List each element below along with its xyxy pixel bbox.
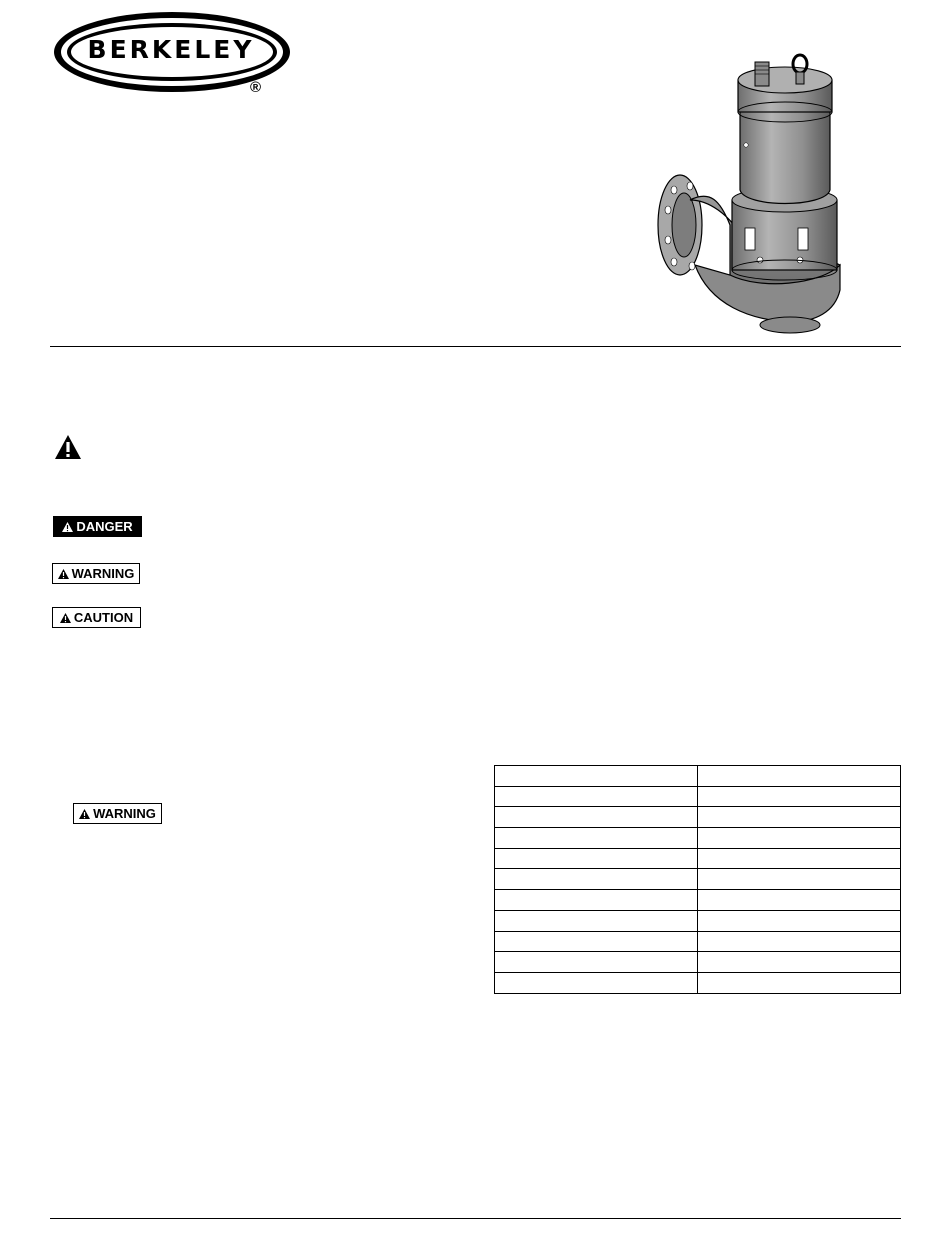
table-row <box>495 766 901 787</box>
table-cell <box>698 766 901 787</box>
table-row <box>495 972 901 993</box>
table-cell <box>698 786 901 807</box>
table-row <box>495 890 901 911</box>
table-cell <box>495 931 698 952</box>
caution-text: CAUTION <box>73 610 134 625</box>
table-cell <box>495 890 698 911</box>
table-cell <box>698 952 901 973</box>
table-cell <box>698 931 901 952</box>
registered-mark: ® <box>250 79 262 96</box>
table-cell <box>698 807 901 828</box>
table-cell <box>495 869 698 890</box>
table-cell <box>495 972 698 993</box>
spec-table <box>494 765 901 994</box>
table-cell <box>495 828 698 849</box>
table-cell <box>495 807 698 828</box>
table-row <box>495 786 901 807</box>
warning-triangle-icon <box>58 569 69 579</box>
table-cell <box>495 952 698 973</box>
footer-divider <box>50 1218 901 1219</box>
table-row <box>495 910 901 931</box>
table-cell <box>495 766 698 787</box>
spec-table-body <box>495 766 901 994</box>
table-row <box>495 931 901 952</box>
table-row <box>495 952 901 973</box>
warning-triangle-icon <box>79 809 90 819</box>
warning-text: WARNING <box>71 566 135 581</box>
table-cell <box>495 848 698 869</box>
danger-text: DANGER <box>76 519 133 534</box>
warning-triangle-icon <box>62 522 73 532</box>
pump-illustration <box>650 50 850 335</box>
table-cell <box>698 848 901 869</box>
table-row <box>495 807 901 828</box>
warning-triangle-icon <box>54 434 82 460</box>
brand-name: BERKELEY <box>87 35 255 64</box>
danger-label <box>53 516 142 537</box>
header-divider <box>50 346 901 347</box>
table-row <box>495 828 901 849</box>
table-cell <box>698 910 901 931</box>
warning-label-secondary <box>73 803 162 824</box>
warning-label <box>52 563 140 584</box>
table-cell <box>698 890 901 911</box>
table-cell <box>698 869 901 890</box>
table-row <box>495 848 901 869</box>
table-row <box>495 869 901 890</box>
table-cell <box>495 910 698 931</box>
warning-triangle-icon <box>60 613 71 623</box>
caution-label <box>52 607 141 628</box>
warning-text: WARNING <box>93 806 156 821</box>
table-cell <box>698 828 901 849</box>
table-cell <box>495 786 698 807</box>
table-cell <box>698 972 901 993</box>
